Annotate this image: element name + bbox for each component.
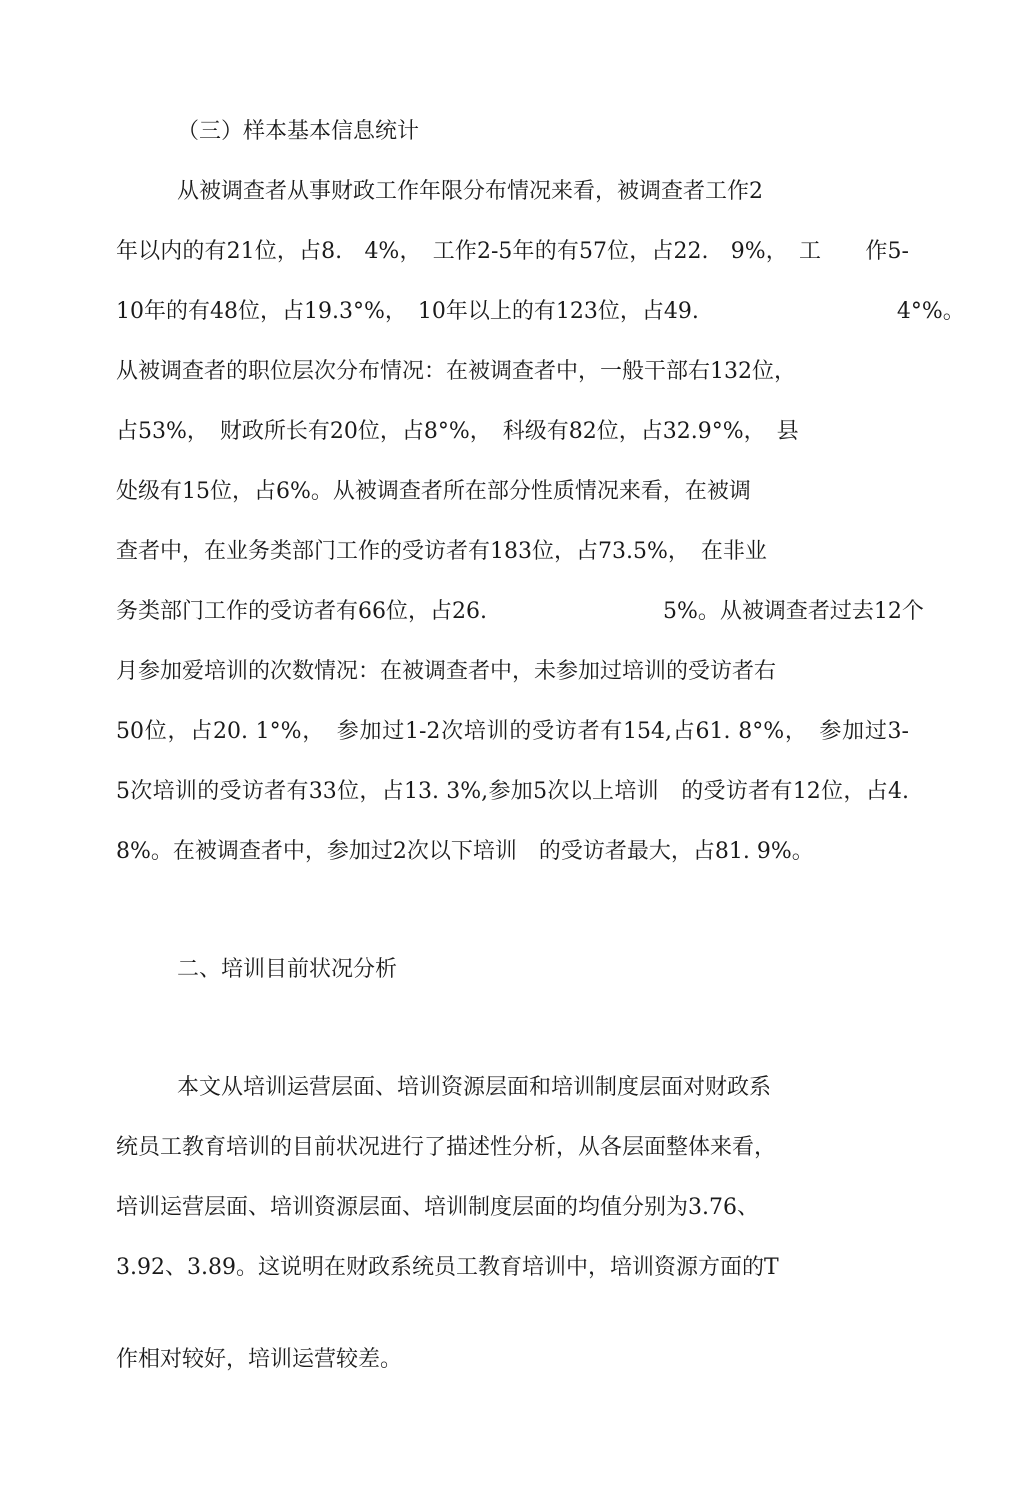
- paragraph-line: 10年的有48位，占19.3°%， 10年以上的有123位，占49. 4°%。: [116, 299, 965, 324]
- paragraph-line: 作相对较好，培训运营较差。: [116, 1347, 403, 1372]
- section-heading-training-status: 二、培训目前状况分析: [177, 957, 398, 982]
- paragraph-line: 月参加爱培训的次数情况：在被调查者中，未参加过培训的受访者右: [116, 659, 777, 684]
- section-heading-sample-info: （三）样本基本信息统计: [177, 119, 420, 144]
- paragraph-line: 从被调查者的职位层次分布情况：在被调查者中，一般干部右132位，: [116, 359, 796, 384]
- paragraph-line: 培训运营层面、培训资源层面、培训制度层面的均值分别为3.76、: [116, 1195, 759, 1220]
- paragraph-line: 50位，占20. 1°%， 参加过1-2次培训的受访者有154,占61. 8°%， 参加过3-: [116, 719, 909, 744]
- paragraph-line: 处级有15位，占6%。从被调查者所在部分性质情况来看，在被调: [116, 479, 751, 504]
- paragraph-line: 从被调查者从事财政工作年限分布情况来看，被调查者工作2: [177, 179, 763, 204]
- paragraph-line: 占53%， 财政所长有20位，占8°%， 科级有82位，占32.9°%， 县: [116, 419, 799, 444]
- paragraph-line: 本文从培训运营层面、培训资源层面和培训制度层面对财政系: [177, 1075, 772, 1100]
- paragraph-line: 3.92、3.89。这说明在财政系统员工教育培训中，培训资源方面的T: [116, 1255, 779, 1280]
- paragraph-line: 务类部门工作的受访者有66位，占26. 5%。从被调查者过去12个: [116, 599, 924, 624]
- paragraph-line: 年以内的有21位，占8. 4%， 工作2-5年的有57位，占22. 9%， 工 作5-: [116, 239, 909, 264]
- paragraph-line: 查者中，在业务类部门工作的受访者有183位，占73.5%， 在非业: [116, 539, 767, 564]
- paragraph-line: 8%。在被调查者中，参加过2次以下培训 的受访者最大，占81. 9%。: [116, 839, 814, 864]
- paragraph-line: 5次培训的受访者有33位，占13. 3%,参加5次以上培训 的受访者有12位，占4.: [116, 779, 909, 804]
- paragraph-line: 统员工教育培训的目前状况进行了描述性分析，从各层面整体来看，: [116, 1135, 777, 1160]
